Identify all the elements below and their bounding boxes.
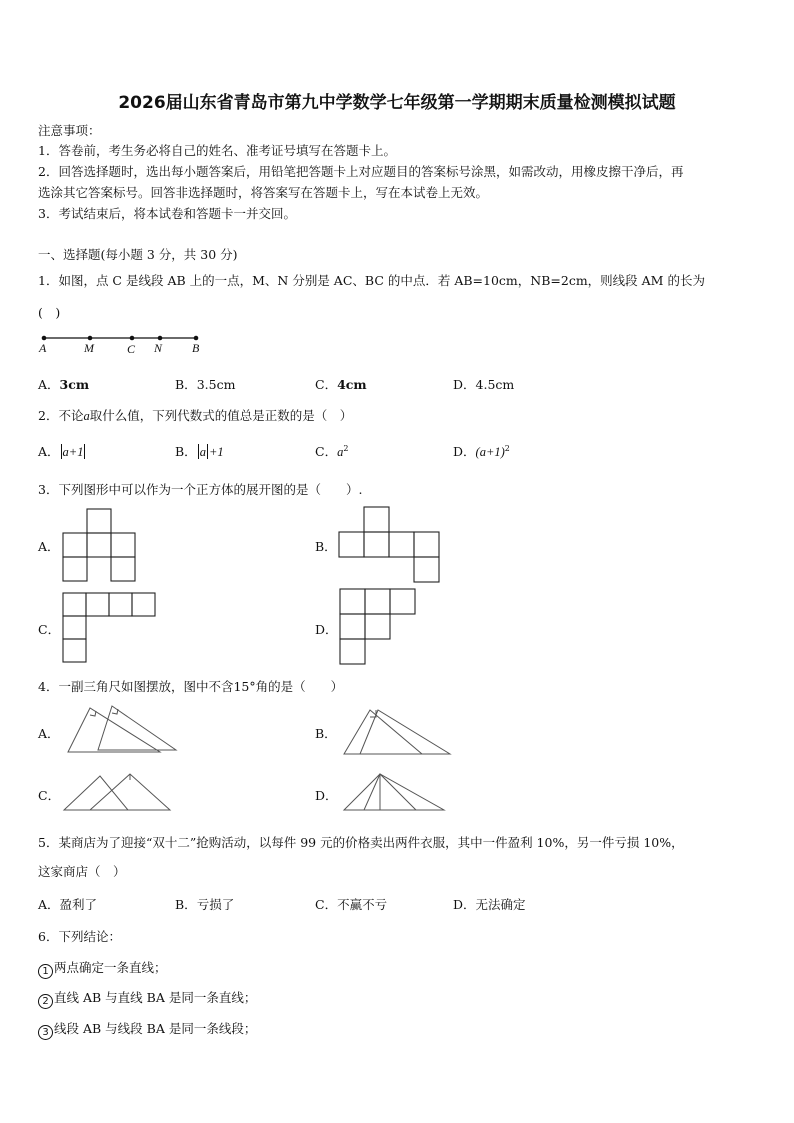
- option-letter: A．: [38, 377, 60, 392]
- q1-segment-figure: [36, 330, 216, 358]
- q4-triangles-d: [342, 768, 452, 816]
- q1-option-c[interactable]: [315, 375, 367, 393]
- option-letter: B．: [175, 444, 197, 459]
- q3-net-c: [62, 592, 160, 664]
- option-letter: D．: [453, 444, 476, 459]
- option-letter: B．: [175, 897, 197, 912]
- q4-option-b-label[interactable]: B．: [315, 726, 337, 741]
- page-title: 2026届山东省青岛市第九中学数学七年级第一学期期末质量检测模拟试题: [118, 93, 676, 113]
- q3-net-d: [339, 588, 419, 668]
- q6-statement-2: [38, 988, 256, 1009]
- q5-stem: 5．某商店为了迎接“双十二”抢购活动，以每件 99 元的价格卖出两件衣服，其中一件盈利 10%，另一件亏损 10%，: [38, 835, 684, 850]
- q1-option-b[interactable]: [175, 375, 235, 393]
- option-letter: D．: [453, 377, 476, 392]
- notice-item-2: 2．回答选择题时，选出每小题答案后，用铅笔把答题卡上对应题目的答案标号涂黑，如需改动，用橡皮擦干净后，再: [38, 164, 684, 179]
- option-letter: A．: [38, 897, 60, 912]
- q5-option-d[interactable]: [453, 895, 526, 913]
- option-letter: D．: [453, 897, 476, 912]
- option-expr: +1: [208, 445, 224, 459]
- q2-stem-part: 取什么值，下列代数式的值总是正数的是（ ）: [89, 408, 353, 423]
- q2-var: a: [83, 409, 90, 423]
- statement-text: 两点确定一条直线；: [54, 960, 167, 975]
- option-text: 4.5cm: [475, 377, 515, 392]
- q3-net-b: [339, 506, 444, 584]
- option-expr: a+1: [62, 445, 84, 459]
- q6-stem: 6．下列结论：: [38, 929, 121, 944]
- option-text: 盈利了: [59, 897, 98, 912]
- option-letter: C．: [315, 897, 338, 912]
- q1-point-label: M: [84, 341, 94, 355]
- notice-heading: 注意事项：: [38, 123, 101, 138]
- option-letter: A．: [38, 444, 60, 459]
- q2-option-c[interactable]: [315, 442, 348, 460]
- option-letter: B．: [175, 377, 197, 392]
- notice-item-1: 1．答卷前，考生务必将自己的姓名、准考证号填写在答题卡上。: [38, 143, 396, 158]
- q4-option-c-label[interactable]: C．: [38, 788, 61, 803]
- q2-option-a[interactable]: [38, 442, 86, 460]
- q5-option-b[interactable]: [175, 895, 234, 913]
- circled-number: 2: [38, 994, 53, 1009]
- q4-triangles-a: [62, 700, 182, 760]
- option-expr: (a+1): [475, 445, 505, 459]
- q3-option-b-label[interactable]: B．: [315, 539, 337, 554]
- q1-point-label: B: [192, 341, 200, 355]
- q3-option-d-label[interactable]: D．: [315, 622, 338, 637]
- circled-number: 1: [38, 964, 53, 979]
- q5-stem-cont: 这家商店（ ）: [38, 864, 126, 879]
- option-exponent: 2: [504, 443, 510, 453]
- option-expr: a: [337, 445, 344, 459]
- q2-option-d[interactable]: [453, 442, 510, 460]
- q1-point-label: N: [154, 341, 163, 355]
- q3-option-a-label[interactable]: A．: [38, 539, 60, 554]
- section-heading: 一、选择题(每小题 3 分，共 30 分): [38, 247, 238, 262]
- q2-stem-part: 2．不论: [38, 408, 84, 423]
- option-exponent: 2: [343, 443, 349, 453]
- q4-triangles-c: [62, 768, 182, 816]
- q4-stem: 4．一副三角尺如图摆放，图中不含15°角的是（ ）: [38, 679, 344, 694]
- q1-option-a[interactable]: [38, 375, 89, 393]
- q4-triangles-b: [342, 704, 462, 764]
- option-letter: C．: [315, 444, 338, 459]
- q6-statement-3: [38, 1019, 256, 1040]
- option-text: 4cm: [337, 377, 367, 392]
- option-expr: a: [199, 445, 206, 459]
- q3-option-c-label[interactable]: C．: [38, 622, 61, 637]
- q2-option-b[interactable]: [175, 442, 224, 460]
- option-text: 3cm: [59, 377, 90, 392]
- q5-option-c[interactable]: [315, 895, 387, 913]
- statement-text: 线段 AB 与线段 BA 是同一条线段；: [54, 1021, 257, 1036]
- q1-point-label: A: [39, 341, 47, 355]
- q4-option-d-label[interactable]: D．: [315, 788, 338, 803]
- q3-net-a: [62, 508, 142, 583]
- q4-option-a-label[interactable]: A．: [38, 726, 60, 741]
- option-text: 无法确定: [475, 897, 526, 912]
- q2-stem: [38, 406, 352, 424]
- notice-item-2-cont: 选涂其它答案标号。回答非选择题时，将答案写在答题卡上，写在本试卷上无效。: [38, 185, 489, 200]
- option-text: 3.5cm: [196, 377, 236, 392]
- q3-stem: 3．下列图形中可以作为一个正方体的展开图的是（ ）.: [38, 482, 363, 497]
- option-letter: C．: [315, 377, 338, 392]
- q1-point-label: C: [127, 342, 136, 356]
- q1-stem: 1．如图，点 C 是线段 AB 上的一点，M、N 分别是 AC、BC 的中点．若 AB=10cm，NB=2cm，则线段 AM 的长为: [38, 273, 705, 288]
- q1-option-d[interactable]: [453, 375, 514, 393]
- notice-item-3: 3．考试结束后，将本试卷和答题卡一并交回。: [38, 206, 296, 221]
- option-text: 不赢不亏: [337, 897, 388, 912]
- q1-paren: ( ): [38, 305, 61, 320]
- q6-statement-1: [38, 958, 167, 979]
- statement-text: 直线 AB 与直线 BA 是同一条直线；: [54, 990, 257, 1005]
- circled-number: 3: [38, 1025, 53, 1040]
- q5-option-a[interactable]: [38, 895, 97, 913]
- option-text: 亏损了: [196, 897, 235, 912]
